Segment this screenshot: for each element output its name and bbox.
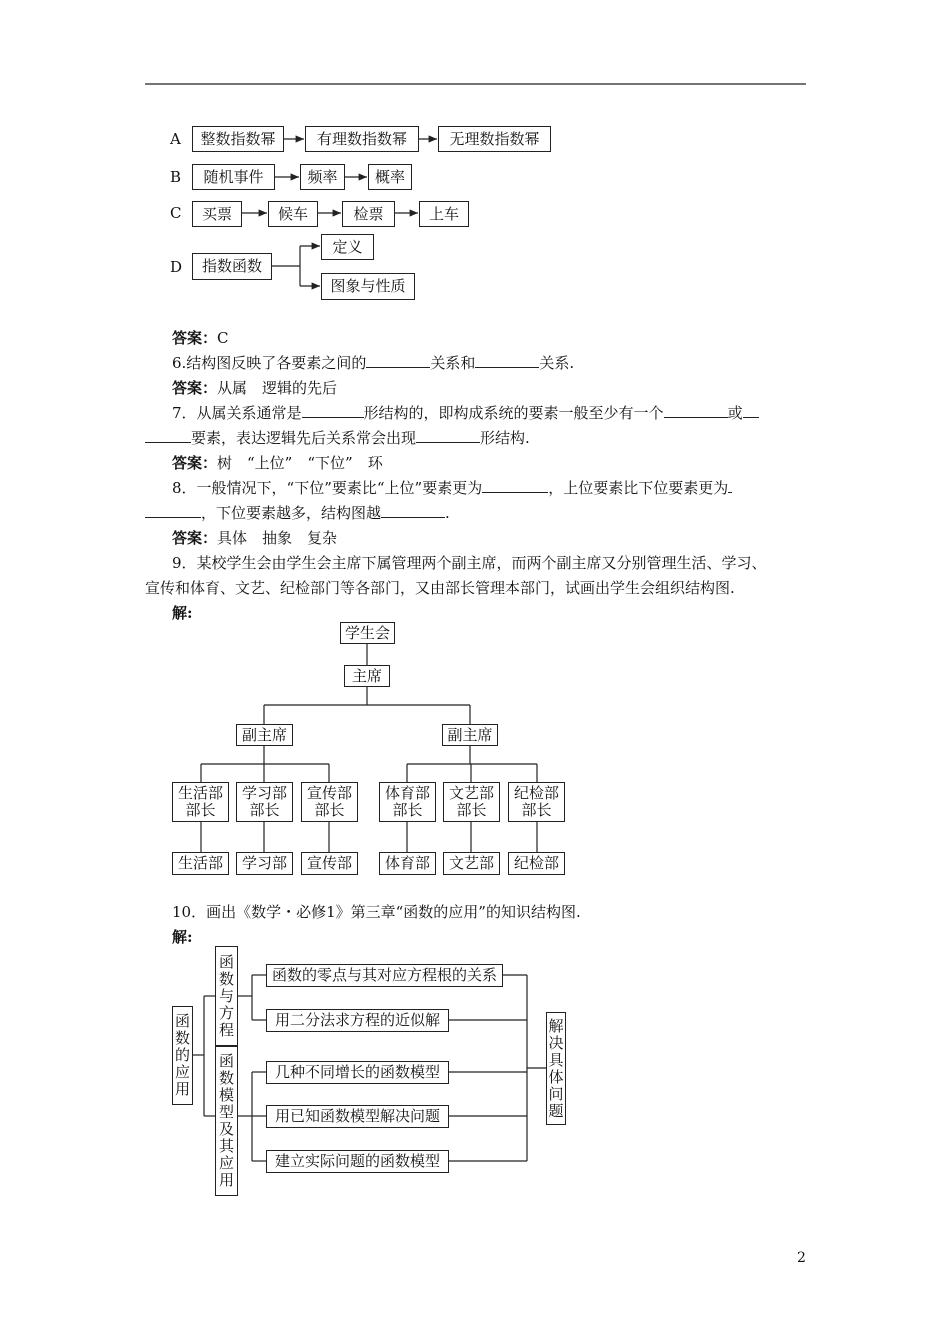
q8-line2 [145, 502, 450, 523]
q10-text: 10．画出《数学・必修1》第三章“函数的应用”的知识结构图. [172, 903, 581, 921]
q8-answer-value: 具体 抽象 复杂 [217, 529, 338, 547]
kmap-item-zeros: 函数的零点与其对应方程根的关系 [266, 964, 503, 987]
kmap-item-bisection: 用二分法求方程的近似解 [266, 1009, 449, 1032]
kmap-group-equations: 函 数 与 方 程 [215, 946, 238, 1046]
org-head-life: 生活部 部长 [172, 782, 229, 822]
q6-blank2 [475, 353, 539, 368]
org-dept-life: 生活部 [172, 852, 229, 875]
answer-label: 答案： [172, 529, 218, 547]
org-head-arts: 文艺部 部长 [443, 782, 500, 822]
box-c2: 候车 [268, 201, 318, 227]
kmap-item-growth-models: 几种不同增长的函数模型 [266, 1061, 449, 1084]
answer-label: 答案： [172, 329, 218, 347]
box-b1: 随机事件 [192, 164, 275, 190]
q7-part5: 形结构. [480, 429, 530, 447]
q7-answer-value: 树 “上位” “下位” 环 [217, 454, 383, 472]
option-d-label: D [170, 258, 183, 276]
org-dept-sports: 体育部 [379, 852, 436, 875]
org-head-study: 学习部 部长 [236, 782, 293, 822]
org-head-publicity: 宣传部 部长 [301, 782, 358, 822]
org-dept-discipline: 纪检部 [508, 852, 565, 875]
q6-part3: 关系. [539, 354, 575, 372]
q5-answer-value: C [217, 329, 229, 347]
q5-answer [172, 327, 229, 348]
q7-line1 [172, 402, 759, 423]
box-c1: 买票 [192, 201, 242, 227]
option-c-label: C [170, 204, 182, 222]
box-a2: 有理数指数幂 [305, 126, 419, 152]
kmap-item-build-models: 建立实际问题的函数模型 [266, 1150, 449, 1173]
q7-blank3-start [743, 403, 759, 418]
org-dept-study: 学习部 [236, 852, 293, 875]
q8-blank2-end [145, 503, 201, 518]
q6-part1: 6.结构图反映了各要素之间的 [172, 354, 367, 372]
org-dept-arts: 文艺部 [443, 852, 500, 875]
org-chair: 主席 [344, 665, 390, 687]
q8-blank1 [482, 478, 548, 493]
box-a3: 无理数指数幂 [438, 126, 551, 152]
q8-part2: ，上位要素比下位要素更为 [548, 479, 729, 497]
q8-line1 [172, 477, 732, 498]
kmap-group-models: 函 数 模 型 及 其 应 用 [215, 1046, 238, 1196]
kmap-root: 函 数 的 应 用 [172, 1006, 193, 1105]
q9-line1: 9．某校学生会由学生会主席下属管理两个副主席，而两个副主席又分别管理生活、学习、 [172, 554, 767, 572]
answer-label: 答案： [172, 379, 218, 397]
org-head-sports: 体育部 部长 [379, 782, 436, 822]
q7-blank2 [664, 403, 728, 418]
q6-answer [172, 377, 337, 398]
q7-blank1 [302, 403, 364, 418]
answer-label: 答案： [172, 454, 218, 472]
q6-answer-value: 从属 逻辑的先后 [217, 379, 338, 397]
q7-part4: 要素，表达逻辑先后关系常会出现 [191, 429, 417, 447]
q7-part3: 或 [727, 404, 743, 422]
org-head-discipline: 纪检部 部长 [508, 782, 565, 822]
q7-line2 [145, 427, 530, 448]
q8-blank2-start [728, 478, 732, 493]
org-vice-chair-1: 副主席 [236, 724, 293, 746]
q8-part4: . [445, 504, 450, 522]
q7-blank3-end [145, 428, 191, 443]
box-d-branch2: 图象与性质 [321, 273, 415, 300]
q8-answer [172, 527, 337, 548]
option-a-label: A [170, 130, 181, 148]
box-d-branch1: 定义 [321, 234, 374, 260]
q6-part2: 关系和 [430, 354, 476, 372]
q7-part1: 7．从属关系通常是 [172, 404, 302, 422]
page-number: 2 [797, 1250, 806, 1266]
kmap-result: 解 决 具 体 问 题 [546, 1012, 566, 1125]
box-c3: 检票 [342, 201, 395, 227]
q6-blank1 [366, 353, 430, 368]
org-dept-publicity: 宣传部 [301, 852, 358, 875]
option-b-label: B [170, 168, 182, 186]
q9-line2: 宣传和体育、文艺、纪检部门等各部门，又由部长管理本部门，试画出学生会组织结构图. [145, 579, 735, 597]
q7-blank4 [416, 428, 480, 443]
q8-part3: ，下位要素越多，结构图越 [201, 504, 382, 522]
box-b2: 频率 [300, 164, 345, 190]
org-student-union: 学生会 [340, 622, 395, 644]
org-vice-chair-2: 副主席 [442, 724, 498, 746]
box-d-root: 指数函数 [192, 253, 272, 280]
box-a1: 整数指数幂 [192, 126, 284, 152]
q6-text [172, 352, 574, 373]
q10-solution-label: 解: [172, 928, 193, 946]
q7-part2: 形结构的，即构成系统的要素一般至少有一个 [363, 404, 664, 422]
q7-answer [172, 452, 383, 473]
box-c4: 上车 [419, 201, 469, 227]
q8-blank3 [381, 503, 445, 518]
kmap-item-apply-models: 用已知函数模型解决问题 [266, 1105, 449, 1128]
q8-part1: 8．一般情况下，“下位”要素比“上位”要素更为 [172, 479, 483, 497]
q9-solution-label: 解: [172, 604, 193, 622]
box-b3: 概率 [368, 164, 412, 190]
